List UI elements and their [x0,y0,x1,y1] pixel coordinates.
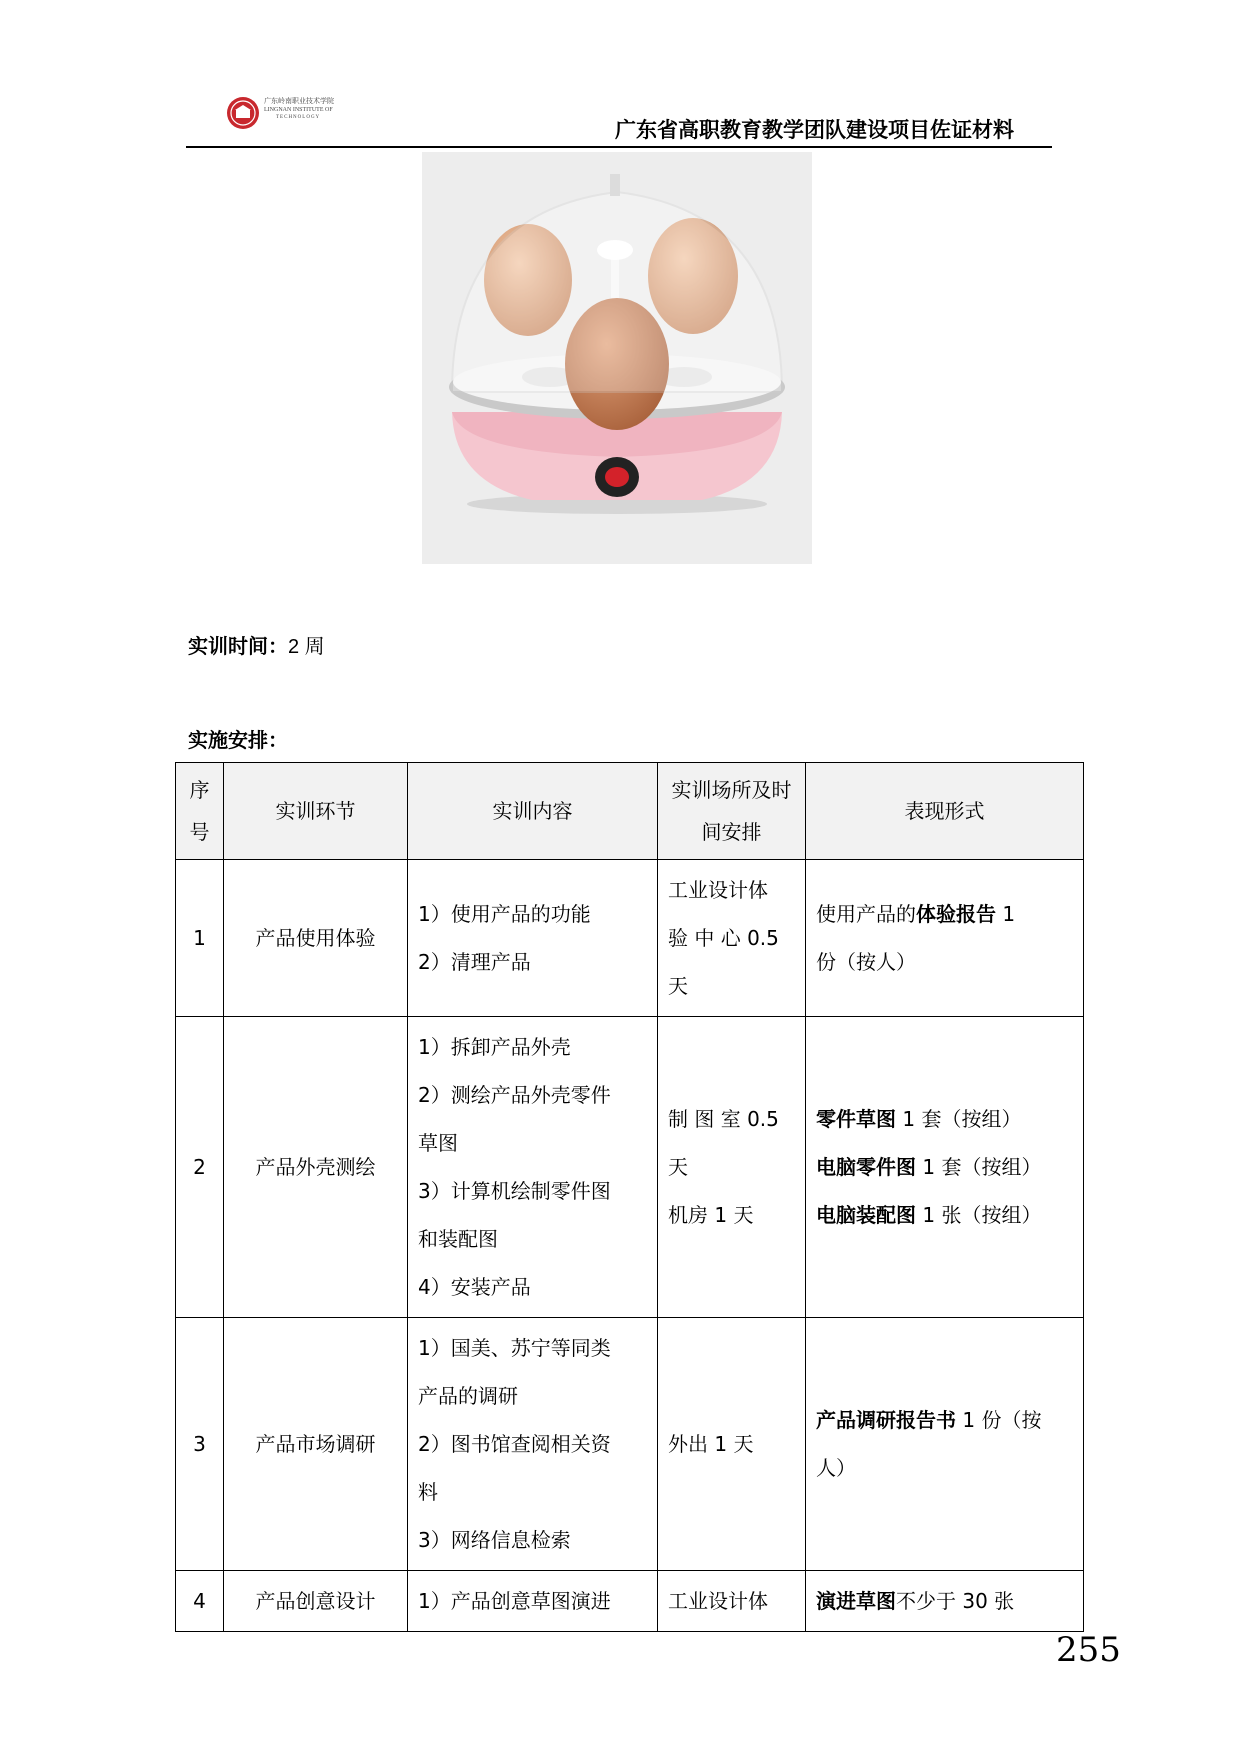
form-bold-text: 电脑零件图 [816,1155,916,1179]
content-line: 3）网络信息检索 [418,1528,571,1552]
row-form [806,1017,1084,1318]
row-content [408,1318,658,1571]
content-line: 1）拆卸产品外壳 [418,1035,571,1059]
place-line: 天 [668,1155,688,1179]
arrangement-label: 实施安排： [188,728,288,752]
row-form [806,1571,1084,1632]
logo-chinese-name: 广东岭南职业技术学院 [264,97,334,105]
form-bold-text: 产品调研报告书 [816,1408,956,1432]
arrangement-table [175,762,1084,1632]
place-line: 机房 1 天 [668,1203,754,1227]
row-content [408,1571,658,1632]
content-line: 1）产品创意草图演进 [418,1589,611,1613]
content-line: 2）测绘产品外壳零件 [418,1083,611,1107]
form-post-text: 1 份（按 [956,1408,1042,1432]
egg-cooker-photo [422,152,812,564]
content-line: 2）清理产品 [418,950,531,974]
form-post-text: 1 套（按组） [916,1155,1042,1179]
header-place: 实训场所及时间安排 [658,763,806,860]
row-num: 1 [176,860,224,1017]
place-line: 外出 1 天 [668,1432,754,1456]
place-line: 验 中 心 0.5 [668,926,779,950]
institute-logo [226,96,366,132]
content-line: 和装配图 [418,1227,498,1251]
row-content [408,1017,658,1318]
form-pre-text: 人） [816,1456,856,1480]
form-line [816,1191,1073,1239]
form-bold-text: 电脑装配图 [816,1203,916,1227]
form-post-text: 1 [996,902,1016,926]
form-post-text: 不少于 30 张 [896,1589,1015,1613]
row-num: 2 [176,1017,224,1318]
table-row [176,1017,1084,1318]
form-bold-text: 演进草图 [816,1589,896,1613]
content-line: 2）图书馆查阅相关资 [418,1432,611,1456]
row-step: 产品市场调研 [224,1318,408,1571]
row-num: 3 [176,1318,224,1571]
form-line [816,1143,1073,1191]
header-num: 序号 [176,763,224,860]
row-content [408,860,658,1017]
form-bold-text: 零件草图 [816,1107,896,1131]
table-row [176,1571,1084,1632]
form-line [816,1577,1073,1625]
header-content: 实训内容 [408,763,658,860]
content-line: 草图 [418,1131,458,1155]
form-pre-text: 使用产品的 [816,902,916,926]
row-step: 产品创意设计 [224,1571,408,1632]
logo-english-name-line2: TECHNOLOGY [276,115,321,120]
form-post-text: 1 套（按组） [896,1107,1022,1131]
place-line: 工业设计体 [668,1589,768,1613]
content-line: 1）使用产品的功能 [418,902,591,926]
header-step: 实训环节 [224,763,408,860]
form-bold-text: 体验报告 [916,902,996,926]
form-line [816,1396,1073,1444]
page-number: 255 [1056,1630,1121,1670]
training-time [188,630,325,659]
row-step: 产品外壳测绘 [224,1017,408,1318]
form-line [816,1444,1073,1492]
row-place [658,1571,806,1632]
institute-seal-icon [226,96,260,130]
form-pre-text: 份（按人） [816,950,916,974]
row-place [658,1017,806,1318]
content-line: 料 [418,1480,438,1504]
content-line: 1）国美、苏宁等同类 [418,1336,611,1360]
arrangement-heading [188,724,288,753]
header-divider [186,146,1052,148]
table-row [176,860,1084,1017]
header-title: 广东省高职教育教学团队建设项目佐证材料 [615,118,1014,142]
table-row [176,1318,1084,1571]
row-form [806,860,1084,1017]
place-line: 工业设计体 [668,878,768,902]
form-line [816,1095,1073,1143]
row-place [658,1318,806,1571]
table-header-row [176,763,1084,860]
header-form: 表现形式 [806,763,1084,860]
form-line [816,890,1073,938]
content-line: 产品的调研 [418,1384,518,1408]
row-num: 4 [176,1571,224,1632]
form-line [816,938,1073,986]
egg-cooker-illustration [422,152,812,564]
row-step: 产品使用体验 [224,860,408,1017]
page-header [186,86,1052,148]
row-place [658,860,806,1017]
content-line: 4）安装产品 [418,1275,531,1299]
form-post-text: 1 张（按组） [916,1203,1042,1227]
content-line: 3）计算机绘制零件图 [418,1179,611,1203]
place-line: 制 图 室 0.5 [668,1107,779,1131]
place-line: 天 [668,974,688,998]
training-time-label: 实训时间： [188,634,288,658]
training-time-value: 2 周 [288,636,325,658]
logo-english-name: LINGNAN INSTITUTE OF [264,107,333,113]
row-form [806,1318,1084,1571]
